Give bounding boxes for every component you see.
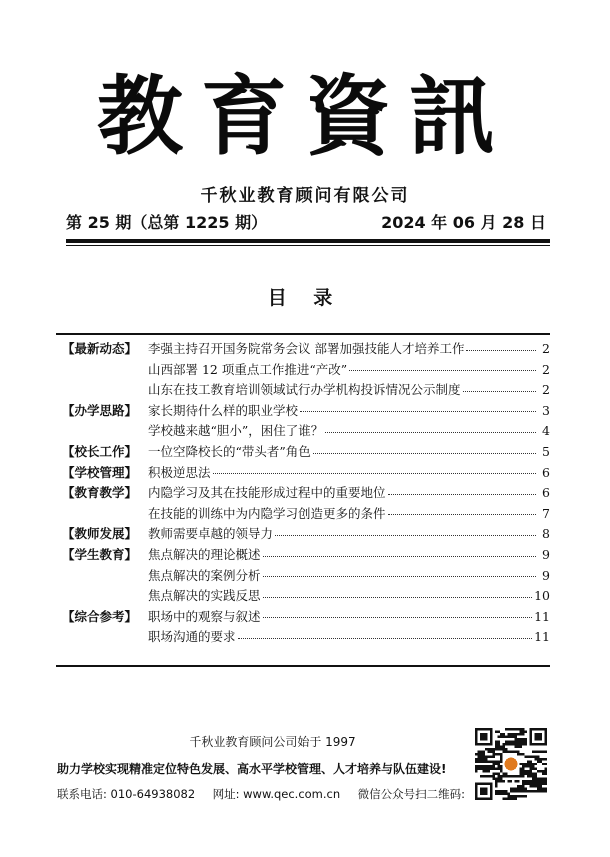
toc-rule-bottom [56,665,550,667]
toc-leader-dots [388,513,536,515]
toc-row[interactable] [56,627,550,648]
toc-page-number: 5 [542,443,550,459]
toc-entry-title: 焦点解决的理论概述 [148,546,261,562]
toc-leader-dots [213,472,536,474]
qr-logo-icon [505,758,518,771]
toc-entry-title: 学校越来越“胆小”，困住了谁？ [148,423,324,439]
toc-row[interactable] [56,401,550,422]
toc-entry[interactable] [148,483,550,504]
toc-page-number: 4 [542,423,550,439]
toc-page-number: 8 [542,526,550,542]
toc-rule-top [56,333,550,335]
toc-leader-dots [275,534,536,536]
toc-entry-title: 李强主持召开国务院常务会议 部署加强技能人才培养工作 [148,341,465,356]
toc-page-number: 3 [542,402,550,418]
qr-code-icon [475,728,547,800]
toc-entry-title: 积极逆思法 [148,464,211,480]
toc-entry-title: 山西部署 12 项重点工作推进“产改” [148,361,348,377]
toc-entry[interactable] [148,339,550,360]
toc-entry[interactable] [148,360,550,381]
toc-entry[interactable] [148,627,550,648]
toc-row[interactable] [56,463,550,484]
toc-category: 【教师发展】 [62,526,138,542]
toc-page-number: 2 [542,382,550,398]
toc-leader-dots [313,452,536,454]
toc-entry[interactable] [148,524,550,545]
toc-row[interactable] [56,504,550,525]
toc-entry-title: 职场沟通的要求 [148,629,236,645]
toc-page-number: 10 [534,588,550,604]
toc-page-number: 2 [542,361,550,377]
toc-page-number: 9 [542,567,550,583]
toc-row[interactable] [56,421,550,442]
toc-row[interactable] [56,545,550,566]
toc-row[interactable] [56,380,550,401]
toc-entry-title: 焦点解决的实践反思 [148,588,261,604]
footer-slogan: 助力学校实现精准定位特色发展、高水平学校管理、人才培养与队伍建设! [57,762,447,776]
toc-leader-dots [263,555,536,557]
toc-row[interactable] [56,483,550,504]
toc-leader-dots [300,410,536,412]
toc-row[interactable] [56,586,550,607]
toc-entry[interactable] [148,380,550,401]
toc-entry-title: 在技能的训练中为内隐学习创造更多的条件 [148,505,386,521]
toc-category: 【学校管理】 [62,464,138,480]
toc-entry[interactable] [148,442,550,463]
header-rule-thick [66,239,550,243]
toc-entry-title: 焦点解决的案例分析 [148,567,261,583]
header-rule-thin [66,245,550,246]
toc-row[interactable] [56,339,550,360]
toc-entry[interactable] [148,607,550,628]
footer-since: 千秋业教育顾问公司始于 1997 [189,735,356,749]
table-of-contents [56,339,550,648]
toc-category: 【教育教学】 [62,485,138,501]
toc-page-number: 11 [534,629,550,645]
footer-website[interactable]: 网址: www.qec.com.cn [212,787,341,801]
toc-entry[interactable] [148,401,550,422]
toc-row[interactable] [56,524,550,545]
toc-category: 【学生教育】 [62,546,138,562]
toc-row[interactable] [56,607,550,628]
masthead-title: 教育資訊 [97,66,513,167]
toc-entry[interactable] [148,421,550,442]
toc-row[interactable] [56,442,550,463]
toc-entry[interactable] [148,566,550,587]
toc-leader-dots [263,596,533,598]
toc-leader-dots [349,369,536,371]
toc-page-number: 2 [542,341,550,356]
toc-entry[interactable] [148,463,550,484]
toc-leader-dots [466,349,536,351]
toc-leader-dots [388,493,536,495]
toc-entry[interactable] [148,504,550,525]
toc-leader-dots [325,431,536,433]
toc-entry[interactable] [148,586,550,607]
issue-number: 第 25 期（总第 1225 期） [66,213,268,232]
toc-page-number: 7 [542,505,550,521]
toc-leader-dots [263,616,533,618]
toc-title: 目 录 [267,287,343,309]
toc-page-number: 6 [542,485,550,501]
company-name: 千秋业教育顾问有限公司 [200,186,410,206]
toc-category: 【办学思路】 [62,402,138,418]
toc-leader-dots [263,575,536,577]
footer-phone: 联系电话: 010-64938082 [57,787,196,801]
toc-leader-dots [463,390,536,392]
toc-entry[interactable] [148,545,550,566]
toc-category: 【校长工作】 [62,443,138,459]
toc-leader-dots [238,637,533,639]
toc-page-number: 6 [542,464,550,480]
toc-entry-title: 教师需要卓越的领导力 [148,526,274,542]
toc-category: 【最新动态】 [62,341,138,356]
toc-page-number: 9 [542,546,550,562]
toc-entry-title: 职场中的观察与叙述 [148,608,261,624]
toc-entry-title: 山东在技工教育培训领域试行办学机构投诉情况公示制度 [148,382,461,398]
toc-page-number: 11 [534,608,550,624]
issue-date: 2024 年 06 月 28 日 [381,213,546,232]
toc-category: 【综合参考】 [62,608,138,624]
footer-contact [57,786,465,802]
toc-entry-title: 家长期待什么样的职业学校 [148,402,299,418]
toc-entry-title: 内隐学习及其在技能形成过程中的重要地位 [148,485,386,501]
toc-row[interactable] [56,566,550,587]
footer-wechat: 微信公众号扫二维码: [357,787,465,801]
toc-entry-title: 一位空降校长的“带头者”角色 [148,443,311,459]
toc-row[interactable] [56,360,550,381]
